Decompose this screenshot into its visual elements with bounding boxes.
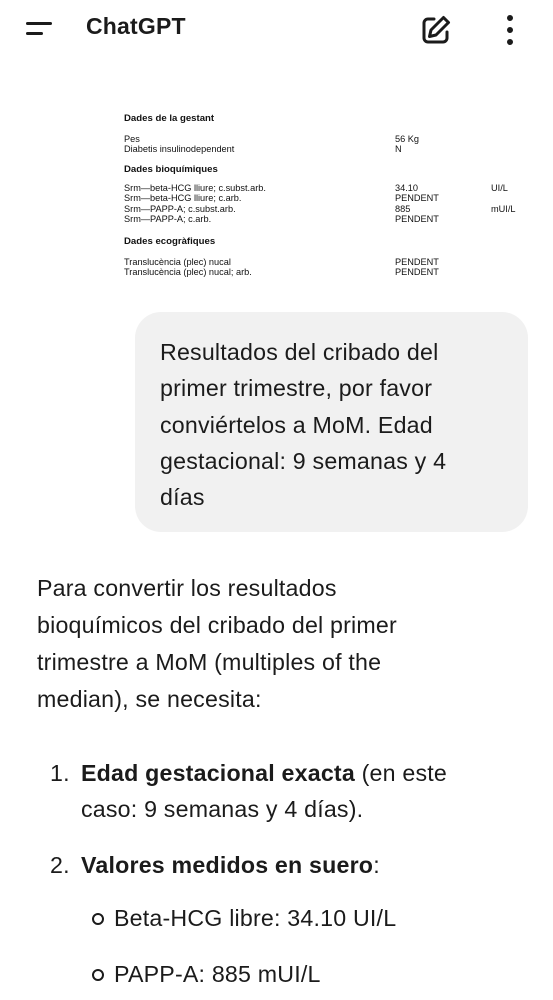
user-message-line: conviértelos a MoM. Edad: [160, 411, 433, 438]
circle-bullet-icon: [92, 913, 104, 925]
vertical-dots-icon[interactable]: [496, 12, 526, 48]
row-value: N: [395, 144, 402, 154]
circle-bullet-icon: [92, 969, 104, 981]
edit-square-pencil-icon: [419, 13, 453, 47]
row-unit: UI/L: [491, 183, 508, 193]
user-message-line: Resultados del cribado del: [160, 339, 439, 365]
bullet-item: PAPP-A: 885 mUI/L: [114, 961, 321, 987]
list-number: 1.: [50, 760, 70, 786]
row-value: 56 Kg: [395, 134, 420, 144]
list-number: 2.: [50, 852, 70, 878]
list-item-text: caso: 9 semanas y 4 días).: [81, 796, 364, 822]
row-unit: mUI/L: [491, 204, 516, 214]
assistant-intro-line: bioquímicos del cribado del primer: [37, 612, 397, 638]
row-value: 34.10: [395, 183, 418, 193]
row-label: Srm—PAPP-A; c.arb.: [124, 214, 212, 224]
row-label: Translucència (plec) nucal; arb.: [124, 267, 252, 277]
bullet-item: Beta-HCG libre: 34.10 UI/L: [114, 905, 397, 931]
attached-lab-report-image[interactable]: [100, 104, 528, 290]
hamburger-menu-icon[interactable]: [26, 17, 56, 41]
list-item-text: (en este: [354, 760, 447, 786]
row-value: 885: [395, 204, 411, 214]
assistant-intro-line: median), se necesita:: [37, 686, 262, 712]
row-value: PENDENT: [395, 214, 439, 224]
row-value: PENDENT: [395, 267, 439, 277]
assistant-intro-line: trimestre a MoM (multiples of the: [37, 649, 382, 675]
user-message-line: días: [160, 484, 205, 511]
user-message-line: gestacional: 9 semanas y 4: [160, 447, 447, 474]
new-chat-icon[interactable]: [419, 13, 453, 47]
list-item-text: :: [373, 852, 380, 878]
section-heading: Dades bioquímiques: [124, 164, 218, 175]
row-label: Pes: [124, 134, 140, 144]
assistant-message: [37, 570, 507, 718]
list-item-bold: Valores medidos en suero: [81, 852, 374, 878]
top-bar: [0, 0, 553, 58]
row-label: Srm—beta-HCG lliure; c.subst.arb.: [124, 183, 266, 193]
app-title: ChatGPT: [86, 13, 186, 39]
row-value: PENDENT: [395, 257, 439, 267]
row-label: Srm—PAPP-A; c.subst.arb.: [124, 204, 236, 214]
row-label: Diabetis insulinodependent: [124, 144, 235, 154]
row-label: Srm—beta-HCG lliure; c.arb.: [124, 193, 242, 203]
assistant-intro-line: Para convertir los resultados: [37, 575, 337, 601]
section-heading: Dades ecogràfiques: [124, 236, 216, 247]
user-message-line: primer trimestre, por favor: [160, 375, 433, 402]
row-value: PENDENT: [395, 193, 439, 203]
section-heading: Dades de la gestant: [124, 113, 215, 124]
list-item-bold: Edad gestacional exacta: [81, 760, 355, 786]
user-message-bubble[interactable]: [135, 312, 528, 532]
row-label: Translucència (plec) nucal: [124, 257, 231, 267]
